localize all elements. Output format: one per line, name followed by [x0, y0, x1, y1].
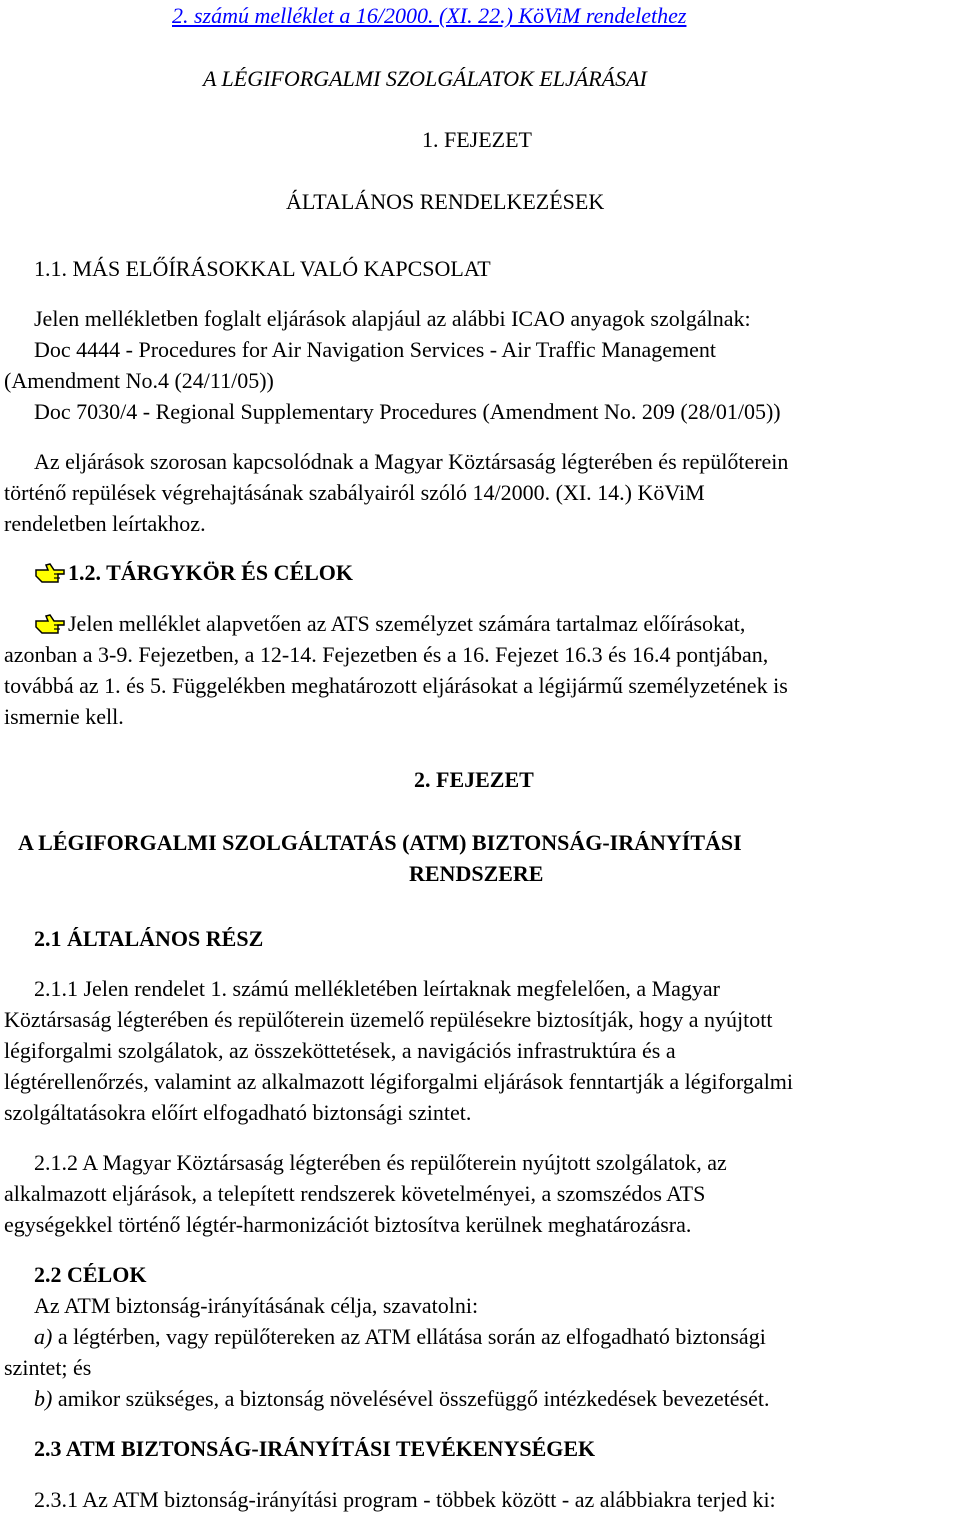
s22-item-a-text: a légtérben, vagy repülőtereken az ATM ellátása során az elfogadható biztonsági — [52, 1324, 766, 1349]
s22-item-a-label: a) — [34, 1324, 53, 1349]
s211-line-5: szolgáltatásokra előírt elfogadható biztonsági szintet. — [4, 1100, 472, 1125]
s22-intro: Az ATM biztonság-irányításának célja, szavatolni: — [34, 1293, 479, 1318]
chapter-2-title-line-2: RENDSZERE — [409, 861, 544, 886]
s212-line-1: 2.1.2 A Magyar Köztársaság légterében és repülőterein nyújtott szolgálatok, az — [34, 1150, 727, 1175]
s11-line-4: Doc 7030/4 - Regional Supplementary Procedures (Amendment No. 209 (28/01/05)) — [34, 399, 781, 424]
annex-reference-link[interactable]: 2. számú melléklet a 16/2000. (XI. 22.) KöViM rendelethez — [172, 3, 687, 28]
s231-line: 2.3.1 Az ATM biztonság-irányítási program - többek között - az alábbiakra terjed ki: — [34, 1487, 776, 1512]
s12-line-3: továbbá az 1. és 5. Függelékben meghatározott eljárásokat a légijármű személyzetének is — [4, 673, 788, 698]
s211-line-4: légtérellenőrzés, valamint az alkalmazott légiforgalmi eljárások fenntartják a légiforgalmi — [4, 1069, 794, 1094]
s212-line-2: alkalmazott eljárások, a telepített rendszerek követelményei, a szomszédos ATS — [4, 1181, 706, 1206]
pointing-hand-icon — [34, 611, 66, 635]
s11-paragraph-line-1: Az eljárások szorosan kapcsolódnak a Magyar Köztársaság légterében és repülőterein — [34, 449, 789, 474]
s11-line-2: Doc 4444 - Procedures for Air Navigation Services - Air Traffic Management — [34, 337, 717, 362]
s12-line-2: azonban a 3-9. Fejezetben, a 12-14. Fejezetben és a 16. Fejezet 16.3 és 16.4 pontjában, — [4, 642, 769, 667]
s11-line-1: Jelen mellékletben foglalt eljárások alapjául az alábbi ICAO anyagok szolgálnak: — [34, 306, 751, 331]
section-1-1-heading: 1.1. MÁS ELŐÍRÁSOKKAL VALÓ KAPCSOLAT — [34, 256, 491, 281]
s211-line-1: 2.1.1 Jelen rendelet 1. számú mellékletében leírtaknak megfelelően, a Magyar — [34, 976, 720, 1001]
section-2-3-heading: 2.3 ATM BIZTONSÁG-IRÁNYÍTÁSI TEVÉKENYSÉGEK — [34, 1436, 596, 1461]
s11-paragraph-line-2: történő repülések végrehajtásának szabályairól szóló 14/2000. (XI. 14.) KöViM — [4, 480, 705, 505]
s22-item-b — [34, 1386, 770, 1412]
section-2-2-heading: 2.2 CÉLOK — [34, 1262, 147, 1287]
chapter-2-number: 2. FEJEZET — [414, 767, 534, 792]
chapter-1-title: ÁLTALÁNOS RENDELKEZÉSEK — [286, 189, 605, 214]
s22-item-a-continuation: szintet; és — [4, 1355, 92, 1380]
s211-line-2: Köztársaság légterében és repülőterein üzemelő repülésekre biztosítják, hogy a nyújtott — [4, 1007, 773, 1032]
section-1-2-heading-row — [34, 560, 353, 586]
section-2-1-heading: 2.1 ÁLTALÁNOS RÉSZ — [34, 926, 264, 951]
chapter-2-title-line-1: A LÉGIFORGALMI SZOLGÁLTATÁS (ATM) BIZTONSÁG-IRÁNYÍTÁSI — [18, 830, 742, 855]
main-title: A LÉGIFORGALMI SZOLGÁLATOK ELJÁRÁSAI — [203, 66, 647, 91]
chapter-1-number: 1. FEJEZET — [422, 127, 532, 152]
s12-line-4: ismernie kell. — [4, 704, 124, 729]
s22-item-b-text: amikor szükséges, a biztonság növelésével összefüggő intézkedések bevezetését. — [52, 1386, 770, 1411]
s11-paragraph-line-3: rendeletben leírtakhoz. — [4, 511, 206, 536]
pointing-hand-icon — [34, 560, 66, 584]
s12-line-1-row — [34, 611, 745, 637]
s211-line-3: légiforgalmi szolgálatok, az összeköttetések, a navigációs infrastruktúra és a — [4, 1038, 676, 1063]
s22-item-a — [34, 1324, 766, 1350]
s12-line-1: Jelen melléklet alapvetően az ATS személyzet számára tartalmaz előírásokat, — [68, 611, 746, 636]
s212-line-3: egységekkel történő légtér-harmonizációt biztosítva kerülnek meghatározásra. — [4, 1212, 692, 1237]
section-1-2-heading: 1.2. TÁRGYKÖR ÉS CÉLOK — [68, 560, 354, 585]
s22-item-b-label: b) — [34, 1386, 53, 1411]
s11-line-3: (Amendment No.4 (24/11/05)) — [4, 368, 274, 393]
